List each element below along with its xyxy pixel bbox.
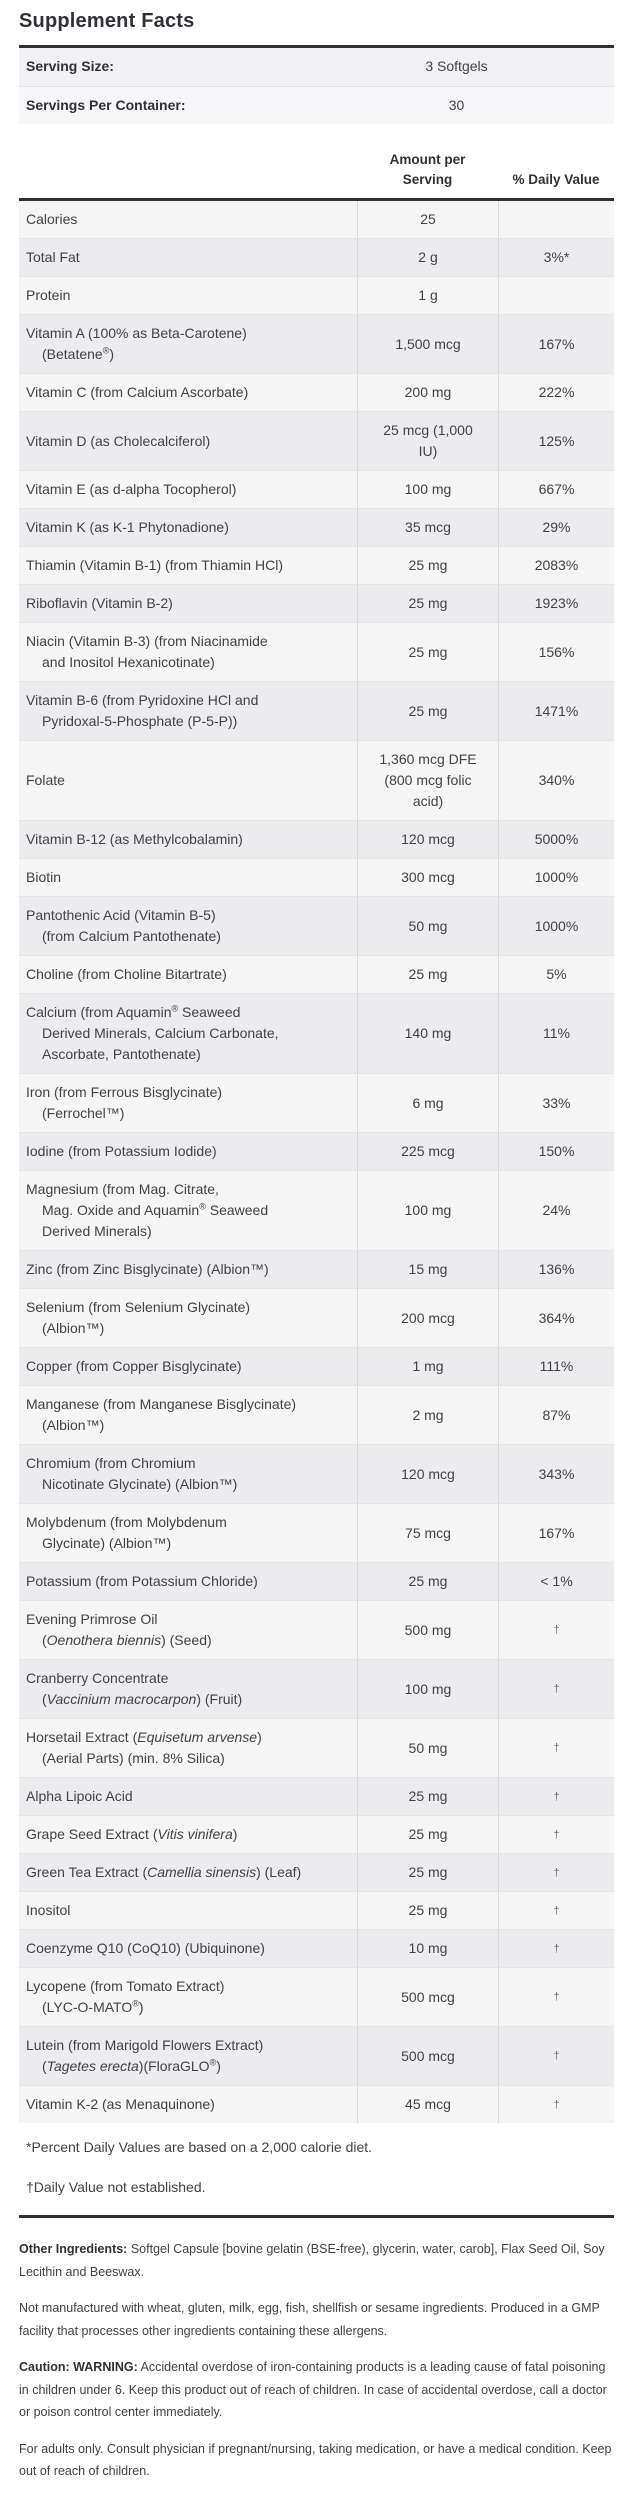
table-row — [19, 276, 614, 314]
nutrient-name: Riboflavin (Vitamin B-2) — [26, 595, 173, 612]
nutrient-daily-value — [498, 201, 614, 238]
nutrient-daily-value: † — [498, 2086, 614, 2123]
nutrient-daily-value: 364% — [498, 1289, 614, 1347]
nutrient-daily-value: 222% — [498, 374, 614, 411]
table-row — [19, 1250, 614, 1288]
nutrient-daily-value: † — [498, 1854, 614, 1891]
nutrient-name: Selenium (from Selenium Glycinate) (Albion™) — [26, 1299, 251, 1337]
nutrient-daily-value: 667% — [498, 471, 614, 508]
nutrient-daily-value: 125% — [498, 412, 614, 470]
nutrient-amount: 500 mcg — [357, 2027, 498, 2085]
nutrient-name: Niacin (Vitamin B-3) (from Niacinamide and Inositol Hexanicotinate) — [26, 633, 268, 671]
nutrient-daily-value: 1000% — [498, 897, 614, 955]
nutrient-name: Lycopene (from Tomato Extract) (LYC-O-MATO®) — [26, 1978, 225, 2016]
nutrient-daily-value: 87% — [498, 1386, 614, 1444]
table-row — [19, 1073, 614, 1132]
table-row — [19, 896, 614, 955]
page-title: Supplement Facts — [19, 10, 195, 32]
servings-per-container-label: Servings Per Container: — [26, 96, 186, 113]
nutrient-name: Vitamin C (from Calcium Ascorbate) — [26, 384, 249, 401]
nutrient-amount: 120 mcg — [357, 821, 498, 858]
nutrient-daily-value: 343% — [498, 1445, 614, 1503]
nutrient-name: Manganese (from Manganese Bisglycinate) (Albion™) — [26, 1396, 297, 1434]
nutrient-name: Vitamin E (as d-alpha Tocopherol) — [26, 481, 237, 498]
table-row — [19, 584, 614, 622]
table-row — [19, 1170, 614, 1250]
nutrient-name: Potassium (from Potassium Chloride) — [26, 1573, 258, 1590]
nutrient-name: Evening Primrose Oil (Oenothera biennis) (Seed) — [26, 1611, 212, 1649]
table-row — [19, 993, 614, 1073]
caution-warning-paragraph: Caution: WARNING: Accidental overdose of iron-containing products is a leading cause of fatal poisoning in children under 6. Keep this product out of reach of children. In case of accidental overdose, call a doctor or poison control center immediately. — [19, 2360, 607, 2420]
nutrient-amount: 50 mg — [357, 897, 498, 955]
table-row — [19, 2085, 614, 2123]
nutrient-amount: 25 mg — [357, 1892, 498, 1929]
table-row — [19, 1132, 614, 1170]
facts-table — [19, 198, 614, 2218]
nutrient-name: Coenzyme Q10 (CoQ10) (Ubiquinone) — [26, 1940, 265, 1957]
table-row — [19, 1929, 614, 1967]
nutrient-daily-value: 150% — [498, 1133, 614, 1170]
table-row — [19, 2026, 614, 2085]
nutrient-daily-value: 167% — [498, 1504, 614, 1562]
nutrient-daily-value: 1471% — [498, 682, 614, 740]
table-row — [19, 1815, 614, 1853]
nutrient-daily-value: † — [498, 1778, 614, 1815]
nutrient-amount: 500 mcg — [357, 1968, 498, 2026]
nutrient-name: Copper (from Copper Bisglycinate) — [26, 1358, 242, 1375]
nutrient-amount: 35 mcg — [357, 509, 498, 546]
nutrient-daily-value: 156% — [498, 623, 614, 681]
other-ingredients-paragraph: Other Ingredients: Softgel Capsule [bovine gelatin (BSE-free), glycerin, water, carob], Flax Seed Oil, Soy Lecithin and Beeswax. — [19, 2242, 605, 2279]
serving-size-value: 3 Softgels — [425, 58, 488, 74]
nutrient-amount: 15 mg — [357, 1251, 498, 1288]
amount-column-header: Amount per Serving — [389, 152, 466, 187]
nutrient-daily-value: 5% — [498, 956, 614, 993]
table-row — [19, 1600, 614, 1659]
nutrient-amount: 25 mg — [357, 1816, 498, 1853]
nutrient-amount: 2 g — [357, 239, 498, 276]
nutrient-amount: 1 g — [357, 277, 498, 314]
nutrient-amount: 25 mg — [357, 585, 498, 622]
facts-column-headers — [19, 150, 614, 198]
table-row — [19, 1444, 614, 1503]
servings-per-container-row — [19, 86, 614, 125]
table-row — [19, 1562, 614, 1600]
nutrient-name: Iron (from Ferrous Bisglycinate) (Ferrochel™) — [26, 1084, 223, 1122]
nutrient-name: Vitamin B-6 (from Pyridoxine HCl and Pyridoxal-5-Phosphate (P-5-P)) — [26, 692, 259, 730]
serving-info-table — [19, 45, 614, 124]
nutrient-amount: 25 mg — [357, 1563, 498, 1600]
table-row — [19, 1891, 614, 1929]
nutrient-name: Horsetail Extract (Equisetum arvense) (Aerial Parts) (min. 8% Silica) — [26, 1729, 262, 1767]
nutrient-amount: 200 mg — [357, 374, 498, 411]
nutrient-name: Calories — [26, 211, 78, 228]
serving-size-label: Serving Size: — [26, 58, 114, 74]
nutrient-amount: 75 mcg — [357, 1504, 498, 1562]
allergen-paragraph: Not manufactured with wheat, gluten, milk, egg, fish, shellfish or sesame ingredients. Produced in a GMP facility that processes other ingredients containing these allergens. — [19, 2301, 600, 2338]
adults-only-paragraph: For adults only. Consult physician if pregnant/nursing, taking medication, or have a medical condition. Keep out of reach of children. — [19, 2441, 612, 2479]
nutrient-name: Lutein (from Marigold Flowers Extract) (Tagetes erecta)(FloraGLO®) — [26, 2037, 264, 2075]
nutrient-name: Biotin — [26, 869, 62, 886]
nutrient-name: Total Fat — [26, 249, 80, 266]
nutrient-amount: 1,500 mcg — [357, 315, 498, 373]
table-row — [19, 1718, 614, 1777]
nutrient-daily-value: † — [498, 1930, 614, 1967]
nutrient-amount: 25 mg — [357, 1854, 498, 1891]
nutrient-daily-value: † — [498, 1816, 614, 1853]
nutrient-amount: 2 mg — [357, 1386, 498, 1444]
nutrient-daily-value: 1000% — [498, 859, 614, 896]
table-row — [19, 201, 614, 238]
other-ingredients-label: Other Ingredients: — [19, 2242, 128, 2257]
nutrient-amount: 25 mg — [357, 1778, 498, 1815]
serving-size-row — [19, 48, 614, 86]
nutrient-amount: 25 mg — [357, 682, 498, 740]
nutrient-name: Folate — [26, 772, 65, 789]
table-row — [19, 1288, 614, 1347]
percent-dv-footnote: *Percent Daily Values are based on a 2,000 calorie diet. — [26, 2139, 373, 2156]
nutrient-daily-value: 111% — [498, 1348, 614, 1385]
nutrient-daily-value: 3%* — [498, 239, 614, 276]
nutrient-amount: 300 mcg — [357, 859, 498, 896]
table-row — [19, 820, 614, 858]
table-row — [19, 238, 614, 276]
dagger-footnote: †Daily Value not established. — [26, 2179, 206, 2196]
nutrient-daily-value: † — [498, 1660, 614, 1718]
nutrient-name: Alpha Lipoic Acid — [26, 1788, 133, 1805]
nutrient-amount: 100 mg — [357, 1660, 498, 1718]
nutrient-name: Vitamin K-2 (as Menaquinone) — [26, 2096, 215, 2113]
servings-per-container-value: 30 — [448, 96, 465, 113]
table-row — [19, 411, 614, 470]
nutrient-daily-value: 1923% — [498, 585, 614, 622]
nutrient-daily-value: 2083% — [498, 547, 614, 584]
table-row — [19, 1967, 614, 2026]
table-row — [19, 622, 614, 681]
nutrient-name: Calcium (from Aquamin® Seaweed Derived Minerals, Calcium Carbonate, Ascorbate, Pantothenate) — [26, 1003, 279, 1063]
facts-rows — [19, 201, 614, 2123]
nutrient-amount: 25 mg — [357, 623, 498, 681]
table-row — [19, 1503, 614, 1562]
table-row — [19, 546, 614, 584]
nutrient-name: Grape Seed Extract (Vitis vinifera) — [26, 1826, 238, 1843]
nutrient-daily-value: † — [498, 2027, 614, 2085]
nutrient-name: Chromium (from Chromium Nicotinate Glycinate) (Albion™) — [26, 1455, 238, 1493]
table-row — [19, 955, 614, 993]
nutrient-amount: 45 mcg — [357, 2086, 498, 2123]
other-information-section — [19, 2218, 614, 2483]
nutrient-daily-value: † — [498, 1892, 614, 1929]
nutrient-amount: 225 mcg — [357, 1133, 498, 1170]
nutrient-daily-value: † — [498, 1968, 614, 2026]
facts-footnotes — [19, 2123, 614, 2209]
nutrient-name: Pantothenic Acid (Vitamin B-5) (from Calcium Pantothenate) — [26, 907, 221, 945]
nutrient-name: Zinc (from Zinc Bisglycinate) (Albion™) — [26, 1261, 269, 1278]
table-row — [19, 740, 614, 820]
nutrient-daily-value: 29% — [498, 509, 614, 546]
nutrient-amount: 200 mcg — [357, 1289, 498, 1347]
table-row — [19, 681, 614, 740]
nutrient-name: Green Tea Extract (Camellia sinensis) (Leaf) — [26, 1864, 302, 1881]
nutrient-daily-value: † — [498, 1601, 614, 1659]
nutrient-name: Cranberry Concentrate (Vaccinium macrocarpon) (Fruit) — [26, 1670, 243, 1708]
nutrient-name: Vitamin K (as K-1 Phytonadione) — [26, 519, 229, 536]
nutrient-amount: 25 — [357, 201, 498, 238]
nutrient-amount: 140 mg — [357, 994, 498, 1073]
nutrient-amount: 50 mg — [357, 1719, 498, 1777]
table-row — [19, 314, 614, 373]
nutrient-name: Vitamin D (as Cholecalciferol) — [26, 432, 211, 449]
nutrient-name: Protein — [26, 287, 71, 304]
nutrient-amount: 500 mg — [357, 1601, 498, 1659]
nutrient-daily-value: 167% — [498, 315, 614, 373]
nutrient-column-header — [19, 150, 357, 198]
nutrient-amount: 1,360 mcg DFE (800 mcg folic acid) — [357, 741, 498, 820]
nutrient-daily-value: 11% — [498, 994, 614, 1073]
nutrient-daily-value — [498, 277, 614, 314]
nutrient-name: Thiamin (Vitamin B-1) (from Thiamin HCl) — [26, 557, 283, 574]
nutrient-amount: 25 mg — [357, 547, 498, 584]
nutrient-daily-value: 340% — [498, 741, 614, 820]
nutrient-daily-value: 136% — [498, 1251, 614, 1288]
nutrient-name: Molybdenum (from Molybdenum Glycinate) (Albion™) — [26, 1514, 227, 1552]
caution-warning-label: Caution: WARNING: — [19, 2360, 138, 2375]
daily-value-column-header: % Daily Value — [512, 171, 600, 187]
nutrient-name: Iodine (from Potassium Iodide) — [26, 1143, 217, 1160]
nutrient-amount: 1 mg — [357, 1348, 498, 1385]
nutrient-amount: 120 mcg — [357, 1445, 498, 1503]
nutrient-amount: 100 mg — [357, 1171, 498, 1250]
table-row — [19, 373, 614, 411]
nutrient-amount: 6 mg — [357, 1074, 498, 1132]
table-row — [19, 1385, 614, 1444]
table-row — [19, 470, 614, 508]
nutrient-name: Vitamin A (100% as Beta-Carotene) (Betatene®) — [26, 325, 247, 363]
nutrient-daily-value: 24% — [498, 1171, 614, 1250]
nutrient-amount: 25 mcg (1,000 IU) — [357, 412, 498, 470]
table-row — [19, 508, 614, 546]
nutrient-daily-value: 5000% — [498, 821, 614, 858]
nutrient-name: Vitamin B-12 (as Methylcobalamin) — [26, 831, 243, 848]
nutrient-amount: 10 mg — [357, 1930, 498, 1967]
nutrient-amount: 100 mg — [357, 471, 498, 508]
nutrient-daily-value: 33% — [498, 1074, 614, 1132]
nutrient-name: Choline (from Choline Bitartrate) — [26, 966, 227, 983]
nutrient-name: Magnesium (from Mag. Citrate, Mag. Oxide and Aquamin® Seaweed Derived Minerals) — [26, 1181, 269, 1240]
nutrient-daily-value: < 1% — [498, 1563, 614, 1600]
nutrient-daily-value: † — [498, 1719, 614, 1777]
table-row — [19, 1777, 614, 1815]
table-row — [19, 1853, 614, 1891]
table-row — [19, 1347, 614, 1385]
table-row — [19, 1659, 614, 1718]
nutrient-amount: 25 mg — [357, 956, 498, 993]
table-row — [19, 858, 614, 896]
nutrient-name: Inositol — [26, 1902, 71, 1919]
